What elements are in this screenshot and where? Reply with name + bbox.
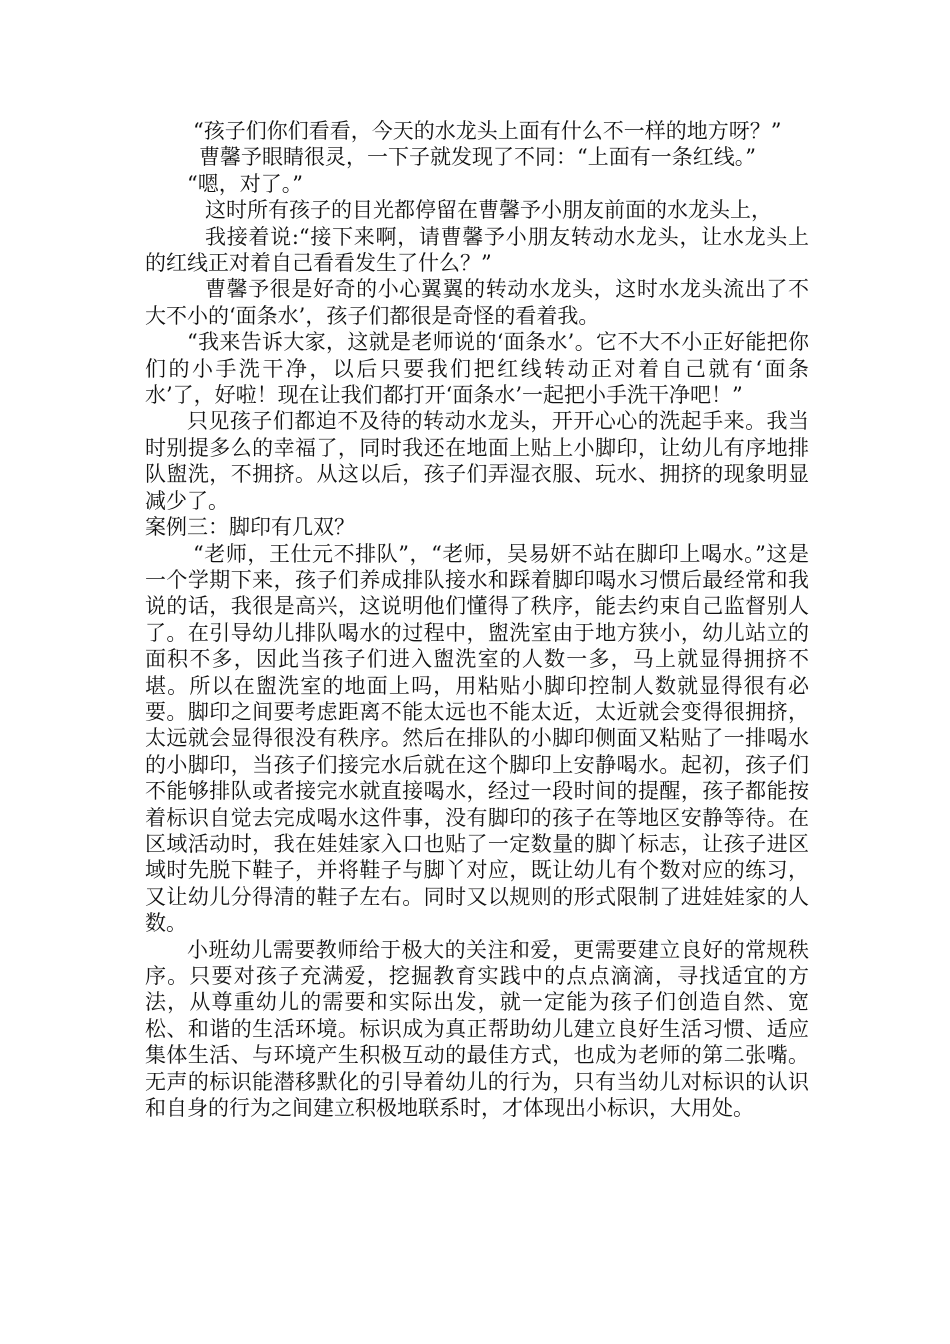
paragraph-noodle-water: 曹馨予很是好奇的小心翼翼的转动水龙头，这时水龙头流出了不大不小的‘面条水’，孩子们都很是奇怪的看着我。 (145, 277, 809, 328)
paragraph-all-eyes: 这时所有孩子的目光都停留在曹馨予小朋友前面的水龙头上， (205, 198, 772, 223)
paragraph-conclusion: 小班幼儿需要教师给于极大的关注和爱，更需要建立良好的常规秩序。只要对孩子充满爱，挖掘教育实践中的点点滴滴，寻找适宜的方法，从尊重幼儿的需要和实际出发，就一定能为孩子们创造自然、宽松、和谐的生活环境。标识成为真正帮助幼儿建立良好生活习惯、适应集体生活、与环境产生积极互动的最佳方式，也成为老师的第二张嘴。无声的标识能潜移默化的引导着幼儿的行为，只有当幼儿对标识的认识和自身的行为之间建立积极地联系时，才体现出小标识，大用处。 (145, 937, 809, 1121)
paragraph-footprints: “老师，王仕元不排队”，“老师，吴易妍不站在脚印上喝水。”这是一个学期下来，孩子们养成排队接水和踩着脚印喝水习惯后最经常和我说的话，我很是高兴，这说明他们懂得了秩序，能去约束自己监督别人了。在引导幼儿排队喝水的过程中，盥洗室由于地方狭小，幼儿站立的面积不多，因此当孩子们进入盥洗室的人数一多，马上就显得拥挤不堪。所以在盥洗室的地面上吗，用粘贴小脚印控制人数就显得很有必要。脚印之间要考虑距离不能太远也不能太近，太近就会变得很拥挤，太远就会显得很没有秩序。然后在排队的小脚印侧面又粘贴了一排喝水的小脚印，当孩子们接完水后就在这个脚印上安静喝水。起初，孩子们不能够排队或者接完水就直接喝水，经过一段时间的提醒，孩子都能按着标识自觉去完成喝水这件事，没有脚印的孩子在等地区安静等待。在区域活动时，我在娃娃家入口也贴了一定数量的脚丫标志，让孩子进区域时先脱下鞋子，并将鞋子与脚丫对应，既让幼儿有个数对应的练习，又让幼儿分得清的鞋子左右。同时又以规则的形式限制了进娃娃家的人数。 (145, 541, 809, 936)
paragraph-wash-hands: 只见孩子们都迫不及待的转动水龙头，开开心心的洗起手来。我当时别提多么的幸福了，同时我还在地面上贴上小脚印，让幼儿有序地排队盥洗，不拥挤。从这以后，孩子们弄湿衣服、玩水、拥挤的现象明显减少了。 (145, 409, 809, 513)
document-body (145, 118, 809, 1121)
paragraph-red-line-found: 曹馨予眼睛很灵，一下子就发现了不同：“上面有一条红线。” (199, 145, 756, 170)
paragraph-confirm: “嗯，对了。” (187, 171, 303, 196)
section-heading-case-three: 案例三：脚印有几双？ (145, 515, 355, 540)
paragraph-explain-noodle-water: “我来告诉大家，这就是老师说的‘面条水’。它不大不小正好能把你们的小手洗干净，以后只要我们把红线转动正对着自己就有‘面条水’了，好啦！现在让我们都打开‘面条水’一起把小手洗干净吧！” (145, 330, 809, 408)
paragraph-turn-faucet: 我接着说:“接下来啊，请曹馨予小朋友转动水龙头，让水龙头上的红线正对着自己看看发生了什么？” (145, 224, 809, 276)
paragraph-teacher-question: “孩子们你们看看，今天的水龙头上面有什么不一样的地方呀？” (193, 119, 782, 143)
